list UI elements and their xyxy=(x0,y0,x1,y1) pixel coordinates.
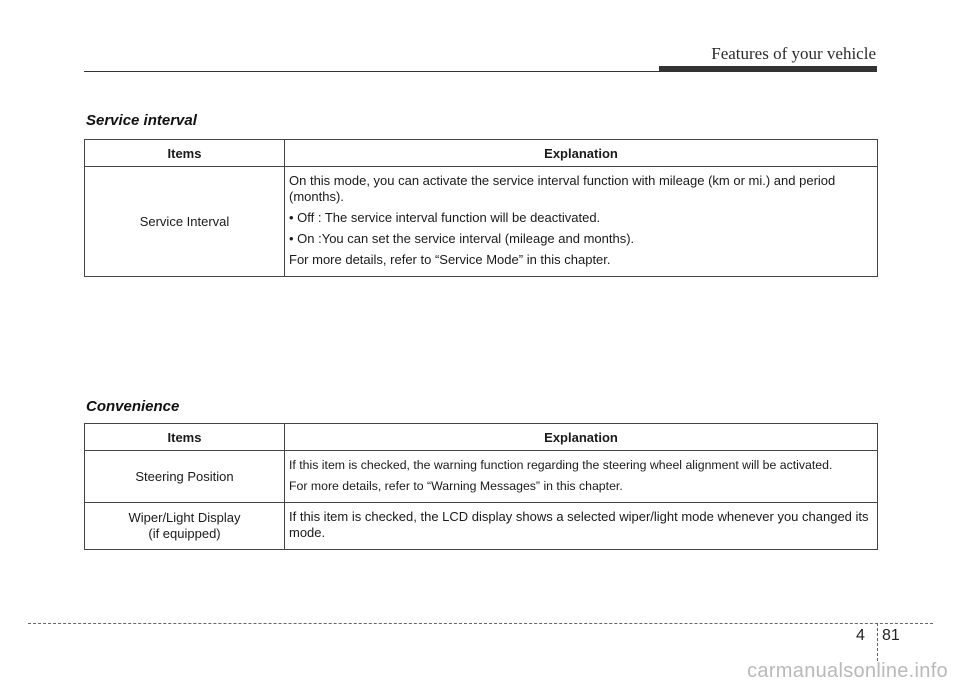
table-row xyxy=(85,503,878,550)
item-cell xyxy=(85,503,285,550)
explanation-text: If this item is checked, the warning function regarding the steering wheel alignment will be activated. xyxy=(289,458,833,472)
column-header-explanation: Explanation xyxy=(285,140,878,167)
footer-rule xyxy=(28,623,933,624)
section-title-service-interval: Service interval xyxy=(86,112,197,129)
explanation-text: • On :You can set the service interval (mileage and months). xyxy=(289,231,635,246)
chapter-number: 4 xyxy=(856,627,865,644)
convenience-table xyxy=(84,423,878,550)
column-header-items: Items xyxy=(85,424,285,451)
item-cell: Service Interval xyxy=(85,167,285,277)
explanation-text: If this item is checked, the LCD display shows a selected wiper/light mode whenever you changed its mode. xyxy=(289,509,869,540)
table-header-row xyxy=(85,140,878,167)
table-row xyxy=(85,451,878,503)
section-title-convenience: Convenience xyxy=(86,398,180,415)
page-number: 81 xyxy=(882,627,900,644)
item-cell: Steering Position xyxy=(85,451,285,503)
watermark: carmanualsonline.info xyxy=(747,660,948,682)
item-sublabel: (if equipped) xyxy=(148,526,221,541)
header-title: Features of your vehicle xyxy=(711,44,876,63)
explanation-cell xyxy=(285,503,878,550)
service-interval-table xyxy=(84,139,878,277)
explanation-cell xyxy=(285,451,878,503)
column-header-items: Items xyxy=(85,140,285,167)
explanation-text: On this mode, you can activate the service interval function with mileage (km or mi.) and period (months). xyxy=(289,173,836,204)
table-header-row xyxy=(85,424,878,451)
table-row xyxy=(85,167,878,277)
explanation-cell xyxy=(285,167,878,277)
explanation-text: For more details, refer to “Warning Messages” in this chapter. xyxy=(289,479,623,493)
footer-divider xyxy=(877,623,878,661)
explanation-text: • Off : The service interval function will be deactivated. xyxy=(289,210,601,225)
header-rule-accent xyxy=(659,66,877,72)
explanation-text: For more details, refer to “Service Mode” in this chapter. xyxy=(289,252,611,267)
item-label: Wiper/Light Display xyxy=(128,510,241,525)
column-header-explanation: Explanation xyxy=(285,424,878,451)
